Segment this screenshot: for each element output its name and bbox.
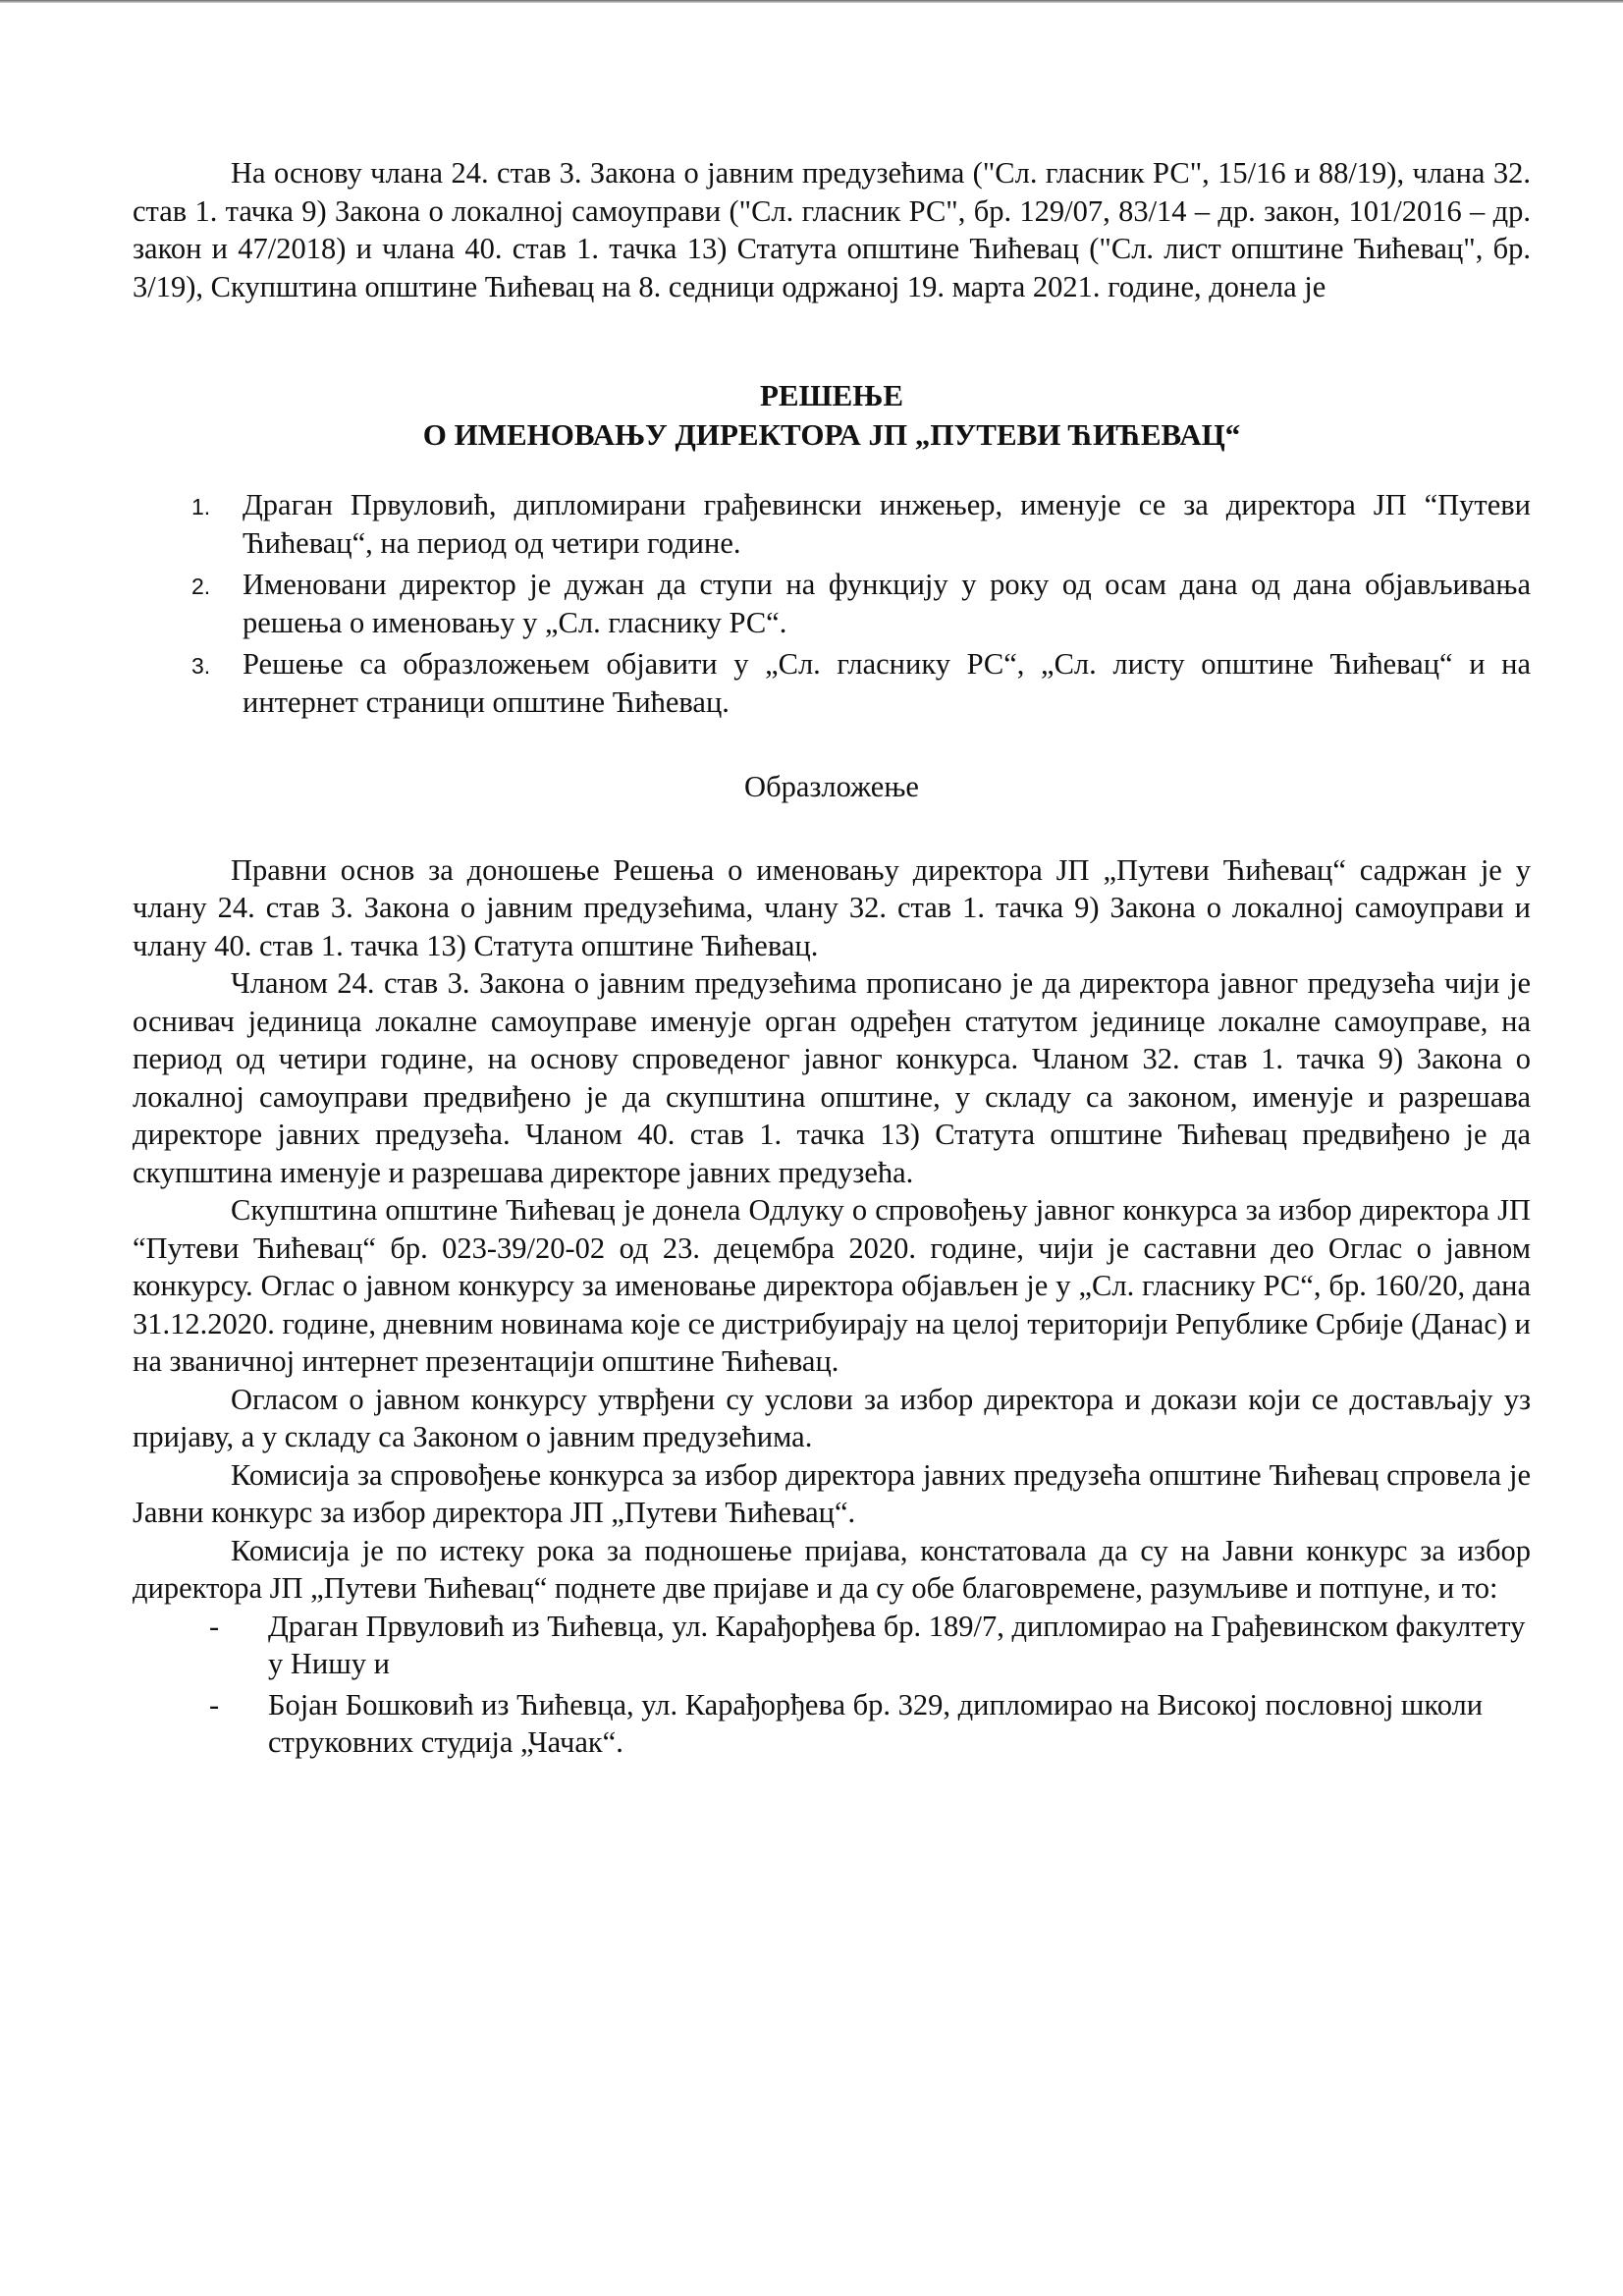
- explanation-paragraph: Комисија је по истеку рока за подношење пријава, констатовала да су на Јавни конкурс за избор директора ЈП „Путеви Ћићевац“ поднете две пријаве и да су обе благовремене, разумљиве и потпуне, и то:: [133, 1533, 1531, 1605]
- decision-item-number: 2.: [191, 574, 211, 599]
- title-line-1: РЕШЕЊЕ: [759, 378, 904, 412]
- decision-item-number: 3.: [191, 653, 211, 679]
- intro-paragraph: На основу члана 24. став 3. Закона о јавним предузећима ("Сл. гласник РС", 15/16 и 88/19), члана 32. став 1. тачка 9) Закона о локалној самоуправи ("Сл. гласник РС", бр. 129/07, 83/14 – др. закон, 101/2016 – др. закон и 47/2018) и члана 40. став 1. тачка 13) Статута општине Ћићевац ("Сл. лист општине Ћићевац", бр. 3/19), Скупштина општине Ћићевац на 8. седници одржаној 19. марта 2021. године, донела је: [133, 156, 1531, 303]
- decision-item: [133, 566, 1531, 641]
- applicant-item: [133, 1608, 1531, 1683]
- explanation-paragraph: Скупштина општине Ћићевац је донела Одлуку о спровођењу јавног конкурса за избор директора ЈП “Путеви Ћићевац“ бр. 023-39/20-02 од 23. децембра 2020. године, чији је саставни део Оглас о јавном конкурсу. Оглас о јавном конкурсу за именовање директора објављен је у „Сл. гласнику РС“, бр. 160/20, дана 31.12.2020. године, дневним новинама које се дистрибуирају на целој територији Републике Србије (Данас) и на званичној интернет презентацији општине Ћићевац.: [133, 1193, 1531, 1378]
- list-dash: -: [209, 1609, 220, 1643]
- list-dash: -: [209, 1687, 220, 1722]
- explanation-paragraph: Чланом 24. став 3. Закона о јавним предузећима прописано је да директора јавног предузећа чији је оснивач јединица локалне самоуправе именује орган одређен статутом јединице локалне самоуправе, на период од четири године, на основу спроведеног јавног конкурса. Чланом 32. став 1. тачка 9) Закона о локалној самоуправи предвиђено је да скупштина општине, у складу са законом, именује и разрешава директоре јавних предузећа. Чланом 40. став 1. тачка 13) Статута општине Ћићевац предвиђено је да скупштина именује и разрешава директоре јавних предузећа.: [133, 966, 1531, 1189]
- decision-item-number: 1.: [191, 494, 211, 519]
- document-body: [133, 154, 1531, 1765]
- applicant-item: [133, 1686, 1531, 1762]
- applicants-list: [133, 1608, 1531, 1762]
- title-line-2: О ИМЕНОВАЊУ ДИРЕКТОРА ЈП „ПУТЕВИ ЋИЋЕВАЦ“: [422, 417, 1241, 452]
- scan-edge: [0, 0, 1623, 3]
- decision-title: [133, 376, 1531, 455]
- decision-list: [133, 486, 1531, 721]
- explanation-paragraph: Комисија за спровођење конкурса за избор директора јавних предузећа општине Ћићевац спровела је Јавни конкурс за избор директора ЈП „Путеви Ћићевац“.: [133, 1457, 1531, 1529]
- explanation-heading: Образложење: [744, 770, 919, 803]
- applicant-text: Бојан Бошковић из Ћићевца, ул. Карађорђева бр. 329, дипломирао на Високој пословној школи струковних студија „Чачак“.: [268, 1687, 1484, 1759]
- decision-item: [133, 486, 1531, 562]
- decision-item-text: Именовани директор је дужан да ступи на функцију у року од осам дана од дана објављивања решења о именовању у „Сл. гласнику РС“.: [243, 568, 1531, 639]
- explanation-paragraph: Огласом о јавном конкурсу утврђени су услови за избор директора и докази који се достављају уз пријаву, а у складу са Законом о јавним предузећима.: [133, 1382, 1531, 1453]
- applicant-text: Драган Првуловић из Ћићевца, ул. Карађорђева бр. 189/7, дипломирао на Грађевинском факултету у Нишу и: [268, 1609, 1526, 1680]
- decision-item: [133, 645, 1531, 721]
- decision-item-text: Решење са образложењем објавити у „Сл. гласнику РС“, „Сл. листу општине Ћићевац“ и на интернет страници општине Ћићевац.: [243, 647, 1531, 719]
- explanation-paragraph: Правни основ за доношење Решења о именовању директора ЈП „Путеви Ћићевац“ садржан је у члану 24. став 3. Закона о јавним предузећима, члану 32. став 1. тачка 9) Закона о локалној самоуправи и члану 40. став 1. тачка 13) Статута општине Ћићевац.: [133, 852, 1531, 962]
- decision-item-text: Драган Првуловић, дипломирани грађевински инжењер, именује се за директора ЈП “Путеви Ћићевац“, на период од четири године.: [243, 488, 1531, 560]
